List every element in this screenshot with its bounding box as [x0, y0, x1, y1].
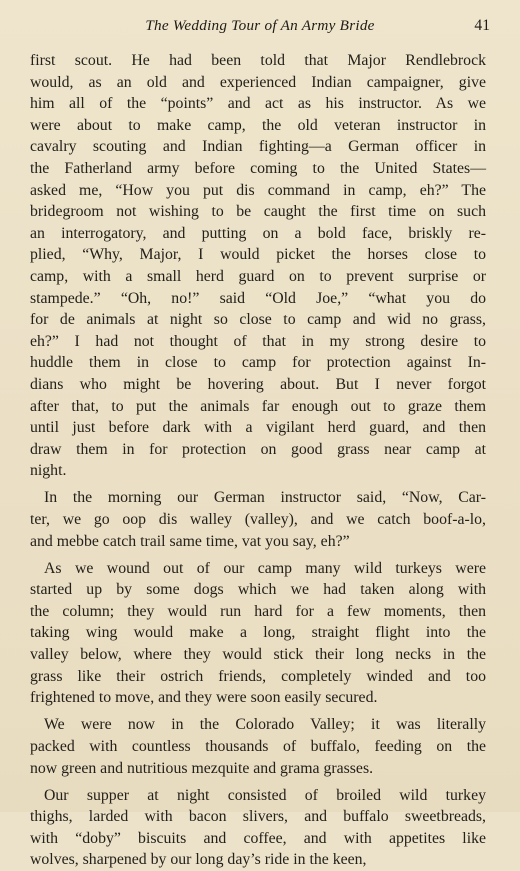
paragraph: [30, 50, 486, 482]
text-line: thighs, larded with bacon slivers, and buffalo sweetbreads,: [30, 808, 486, 826]
text-line: Our supper at night consisted of broiled wild turkey: [44, 786, 486, 804]
text-line: stampede.” “Oh, no!” said “Old Joe,” “what you do: [30, 289, 486, 307]
running-title: The Wedding Tour of An Army Bride: [145, 17, 375, 34]
text-line: after that, to put the animals far enough out to graze them: [30, 397, 486, 415]
text-line: first scout. He had been told that Major Rendlebrock: [30, 52, 486, 69]
page-header: [30, 16, 490, 38]
text-line: were about to make camp, the old veteran instructor in: [30, 116, 486, 134]
text-line: ter, we go oop dis walley (valley), and we catch boof-a-lo,: [30, 510, 486, 528]
text-line: now green and nutritious mezquite and grama grasses.: [30, 759, 374, 777]
text-line: grass like their ostrich friends, completely winded and too: [30, 667, 486, 685]
text-line: frightened to move, and they were soon easily secured.: [30, 689, 378, 707]
text-line: plied, “Why, Major, I would picket the horses close to: [30, 246, 486, 264]
text-line: camp, with a small herd guard on to prevent surprise or: [30, 267, 486, 285]
text-line: taking wing would make a long, straight flight into the: [30, 624, 486, 642]
text-line: draw them in for protection on good grass near camp at: [30, 440, 486, 458]
paragraph: [30, 785, 486, 871]
text-line: huddle them in close to camp for protection against In-: [30, 354, 486, 372]
text-line: the column; they would run hard for a few moments, then: [30, 602, 486, 620]
page-number: 41: [474, 17, 490, 34]
text-line: eh?” I had not thought of that in my strong desire to: [30, 332, 486, 350]
text-line: started up by some dogs which we had taken along with: [30, 581, 486, 599]
text-line: an interrogatory, and putting on a bold face, briskly re-: [30, 224, 486, 242]
text-line: with “doby” biscuits and coffee, and with appetites like: [30, 829, 486, 847]
text-line: dians who might be hovering about. But I never forgot: [30, 375, 486, 393]
text-line: until just before dark with a vigilant herd guard, and then: [30, 419, 486, 437]
body-text: [30, 50, 486, 871]
paragraph: [30, 714, 486, 779]
text-line: night.: [30, 462, 67, 480]
text-line: the Fatherland army before coming to the United States—: [30, 159, 486, 177]
text-line: As we wound out of our camp many wild turkeys were: [44, 559, 486, 577]
text-line: valley below, where they would stick their long necks in the: [30, 646, 486, 664]
text-line: cavalry scouting and Indian fighting—a German officer in: [30, 138, 486, 156]
text-line: and mebbe catch trail same time, vat you say, eh?”: [30, 532, 350, 550]
text-line: We were now in the Colorado Valley; it was literally: [44, 716, 486, 734]
paragraph: [30, 558, 486, 709]
text-line: In the morning our German instructor said, “Now, Car-: [44, 489, 486, 507]
text-line: would, as an old and experienced Indian campaigner, give: [30, 73, 486, 91]
text-line: wolves, sharpened by our long day’s ride in the keen,: [30, 851, 367, 869]
text-line: packed with countless thousands of buffalo, feeding on the: [30, 737, 486, 755]
text-line: bridegroom not wishing to be caught the first time on such: [30, 203, 486, 221]
text-line: asked me, “How you put dis command in camp, eh?” The: [30, 181, 486, 199]
text-line: him all of the “points” and act as his instructor. As we: [30, 95, 486, 113]
text-line: for de animals at night so close to camp and wid no grass,: [30, 311, 486, 329]
paragraph: [30, 487, 486, 552]
